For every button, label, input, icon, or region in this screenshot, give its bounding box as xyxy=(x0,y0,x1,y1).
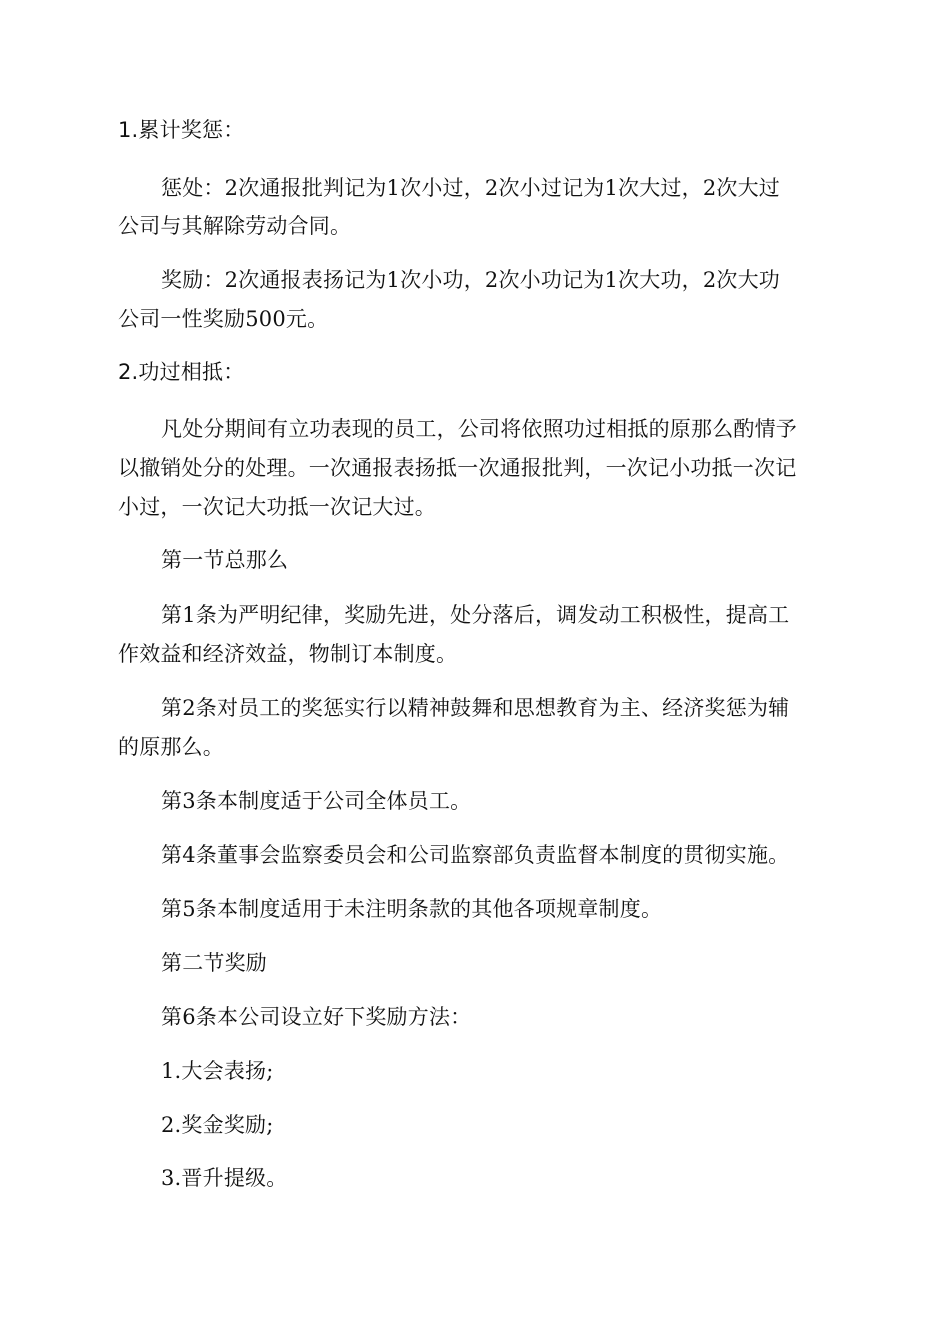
article-2-line-1: 第2条对员工的奖惩实行以精神鼓舞和思想教育为主、经济奖惩为辅 xyxy=(161,696,790,720)
article-5: 第5条本制度适用于未注明条款的其他各项规章制度。 xyxy=(161,897,663,921)
penalty-paragraph-line-1: 惩处：2次通报批判记为1次小过，2次小过记为1次大过，2次大过 xyxy=(161,176,781,200)
section-2-heading: 2.功过相抵： xyxy=(118,360,245,384)
article-2-line-2: 的原那么。 xyxy=(118,735,224,759)
offset-paragraph-line-1: 凡处分期间有立功表现的员工，公司将依照功过相抵的原那么酌情予 xyxy=(161,417,797,441)
section-1-heading: 1.累计奖惩： xyxy=(118,118,245,142)
article-1-line-2: 作效益和经济效益，物制订本制度。 xyxy=(118,642,458,666)
reward-item: 1.大会表扬; xyxy=(161,1059,274,1083)
reward-paragraph-line-2: 公司一性奖励500元。 xyxy=(118,307,329,331)
offset-paragraph-line-2: 以撤销处分的处理。一次通报表扬抵一次通报批判，一次记小功抵一次记 xyxy=(118,456,797,480)
article-1-line-1: 第1条为严明纪律，奖励先进，处分落后，调发动工积极性，提高工 xyxy=(161,603,790,627)
reward-item: 2.奖金奖励; xyxy=(161,1113,274,1137)
reward-item: 3.晋升提级。 xyxy=(161,1166,288,1190)
chapter-1-title: 第一节总那么 xyxy=(161,548,289,572)
article-6: 第6条本公司设立好下奖励方法： xyxy=(161,1005,472,1029)
penalty-paragraph-line-2: 公司与其解除劳动合同。 xyxy=(118,214,352,238)
article-3: 第3条本制度适于公司全体员工。 xyxy=(161,789,472,813)
reward-paragraph-line-1: 奖励：2次通报表扬记为1次小功，2次小功记为1次大功，2次大功 xyxy=(161,268,781,292)
offset-paragraph-line-3: 小过，一次记大功抵一次记大过。 xyxy=(118,495,436,519)
chapter-2-title: 第二节奖励 xyxy=(161,951,267,975)
article-4: 第4条董事会监察委员会和公司监察部负责监督本制度的贯彻实施。 xyxy=(161,843,790,867)
